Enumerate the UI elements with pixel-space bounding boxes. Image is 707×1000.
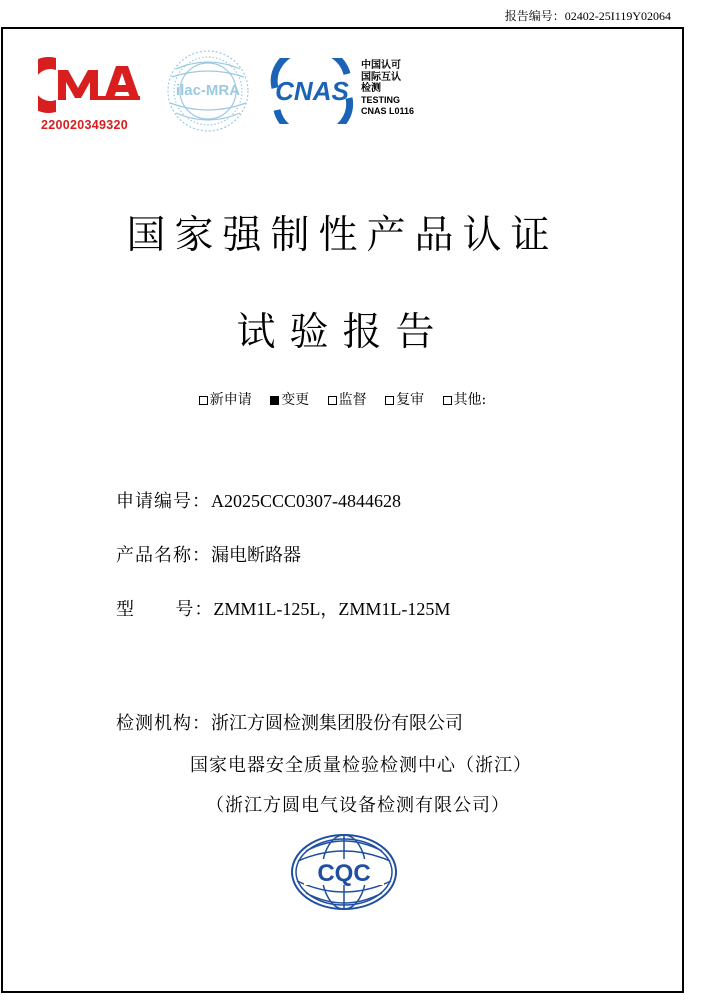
application-number-label: 申请编号：: [116, 491, 211, 512]
model-row: [116, 595, 450, 621]
lab-line-3: （浙江方圆电气设备检测有限公司）: [206, 795, 510, 816]
checkbox-checked-icon: [270, 396, 279, 405]
cnas-caption: [361, 60, 414, 118]
cnas-text: CNAS: [275, 76, 349, 106]
application-number-row: [116, 487, 401, 513]
cma-number: 220020349320: [41, 118, 129, 132]
application-type-options: [0, 389, 685, 409]
model-value: ZMM1L-125L，ZMM1L-125M: [213, 599, 451, 619]
cnas-line: 国际互认: [361, 71, 401, 83]
option-supervision[interactable]: 监督: [328, 389, 367, 409]
cqc-logo: [288, 831, 400, 913]
ilac-mra-logo: [162, 47, 254, 135]
ilac-text: ilac-MRA: [175, 82, 241, 99]
product-name-value: 漏电断路器: [211, 545, 301, 566]
cqc-text: CQC: [317, 860, 371, 887]
report-number: 报告编号：02402-25I119Y02064: [504, 9, 671, 23]
cnas-line: TESTING: [361, 94, 401, 105]
title-line-1: 国家强制性产品认证: [126, 213, 559, 258]
option-change[interactable]: 变更: [270, 389, 309, 409]
option-new[interactable]: 新申请: [199, 389, 252, 409]
model-label: 型 号：: [116, 599, 214, 620]
checkbox-icon: [443, 396, 452, 405]
cnas-line: 检测: [361, 83, 381, 94]
lab-line-2: 国家电器安全质量检验检测中心（浙江）: [190, 755, 532, 776]
checkbox-icon: [328, 396, 337, 405]
option-other[interactable]: 其他:: [443, 389, 487, 409]
product-name-row: [116, 541, 301, 567]
lab-value: 浙江方圆检测集团股份有限公司: [211, 713, 463, 734]
option-review[interactable]: 复审: [385, 389, 424, 409]
cnas-line: CNAS L0116: [361, 106, 415, 116]
title-line-2: 试验报告: [236, 310, 449, 355]
checkbox-icon: [385, 396, 394, 405]
cnas-line: 中国认可: [361, 60, 401, 71]
lab-label: 检测机构：: [116, 713, 211, 734]
product-name-label: 产品名称：: [116, 545, 211, 566]
lab-row: [116, 709, 463, 735]
cnas-logo: [265, 58, 360, 124]
application-number-value: A2025CCC0307-4844628: [211, 491, 402, 511]
checkbox-icon: [199, 396, 208, 405]
